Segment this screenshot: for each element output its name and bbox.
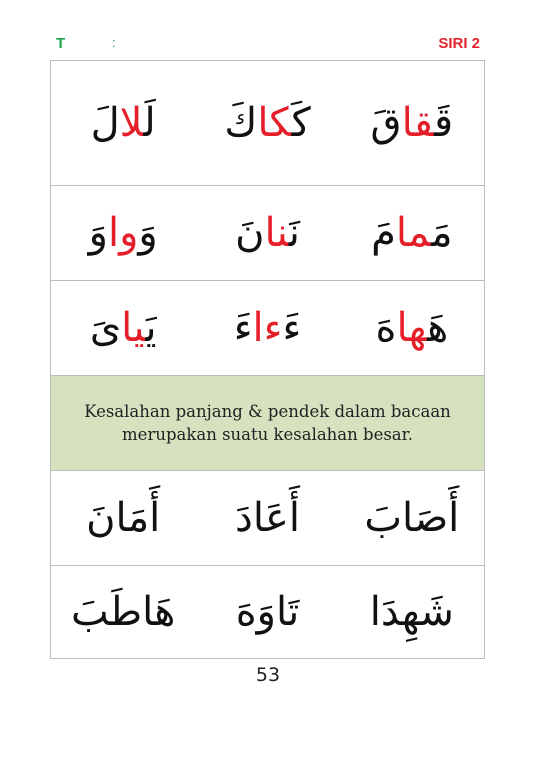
syllable-word: مَمامَ [371,210,453,256]
page-number: 53 [255,664,281,686]
practice-word: أَمَانَ [86,495,161,541]
syllable-word: ءَءاءَ [233,305,302,351]
syllable-word: هَهاهَ [375,305,449,351]
practice-word: تَاوَهَ [235,589,300,635]
header-letter: T [56,35,66,52]
table-row [51,281,484,376]
table-row [51,186,484,281]
table-row [51,471,484,566]
syllable-word: قَقاقَ [370,100,454,146]
practice-word: شَهِدَا [369,589,454,635]
table-row [51,61,484,186]
syllable-word: كَكاكَ [224,100,311,146]
practice-word: أَعَادَ [235,495,300,541]
syllable-word: وَواوَ [88,210,158,256]
series-label: SIRI 2 [438,35,480,52]
syllable-word: لَلالَ [90,100,156,146]
syllable-word: يَياىَ [89,305,157,351]
practice-word: هَاطَبَ [70,589,176,635]
exercise-table [50,60,485,659]
header-left-label [56,35,116,52]
table-row [51,566,484,658]
tip-note: Kesalahan panjang & pendek dalam bacaan merupakan suatu kesalahan besar. [51,376,484,471]
practice-word: أَصَابَ [364,495,460,541]
syllable-word: نَنانَ [235,210,300,256]
header-colon: : [112,35,116,50]
